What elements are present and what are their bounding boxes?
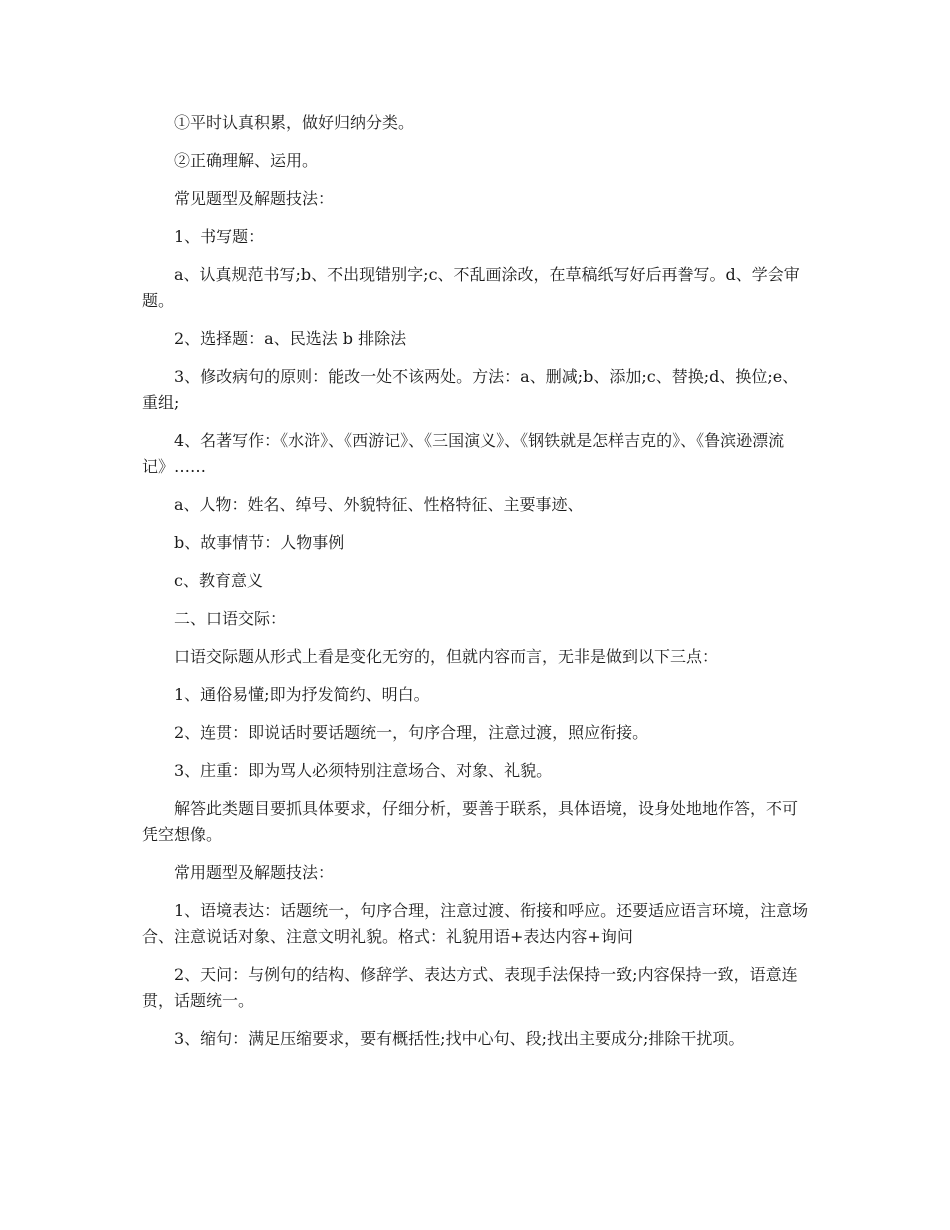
paragraph-5: a、认真规范书写;b、不出现错别字;c、不乱画涂改，在草稿纸写好后再誊写。d、学会审题。 [142, 265, 800, 310]
paragraph-16: 3、庄重：即为骂人必须特别注意场合、对象、礼貌。 [174, 761, 553, 780]
paragraph-18: 常用题型及解题技法： [174, 863, 335, 882]
paragraph-4: 1、书写题： [174, 227, 265, 246]
paragraph-9: a、人物：姓名、绰号、外貌特征、性格特征、主要事迹、 [174, 495, 584, 514]
paragraph-2: ②正确理解、运用。 [174, 151, 319, 170]
paragraph-20: 2、天问：与例句的结构、修辞学、表达方式、表现手法保持一致;内容保持一致，语意连贯，话题统一。 [142, 965, 798, 1010]
paragraph-3: 常见题型及解题技法： [174, 189, 335, 208]
paragraph-21: 3、缩句：满足压缩要求，要有概括性;找中心句、段;找出主要成分;排除干扰项。 [174, 1029, 745, 1048]
paragraph-11: c、教育意义 [174, 571, 263, 590]
paragraph-10: b、故事情节：人物事例 [174, 533, 345, 552]
paragraph-17: 解答此类题目要抓具体要求，仔细分析，要善于联系，具体语境，设身处地地作答，不可凭空想像。 [142, 799, 799, 844]
paragraph-14: 1、通俗易懂;即为抒发简约、明白。 [174, 685, 430, 704]
paragraph-6: 2、选择题：a、民选法 b 排除法 [174, 329, 407, 348]
paragraph-8: 4、名著写作：《水浒》、《西游记》、《三国演义》、《钢铁就是怎样吉克的》、《鲁滨逊漂流记》…… [142, 431, 785, 476]
paragraph-7: 3、修改病句的原则：能改一处不该两处。方法：a、删减;b、添加;c、替换;d、换位;e、重组; [142, 367, 799, 412]
paragraph-12: 二、口语交际： [174, 609, 287, 628]
paragraph-19: 1、语境表达：话题统一，句序合理，注意过渡、衔接和呼应。还要适应语言环境，注意场合、注意说话对象、注意文明礼貌。格式：礼貌用语+表达内容+询问 [142, 901, 809, 946]
paragraph-15: 2、连贯：即说话时要话题统一，句序合理，注意过渡，照应衔接。 [174, 723, 649, 742]
paragraph-13: 口语交际题从形式上看是变化无穷的，但就内容而言，无非是做到以下三点： [174, 647, 719, 666]
paragraph-1: ①平时认真积累，做好归纳分类。 [174, 113, 415, 132]
document-page [142, 110, 810, 1064]
